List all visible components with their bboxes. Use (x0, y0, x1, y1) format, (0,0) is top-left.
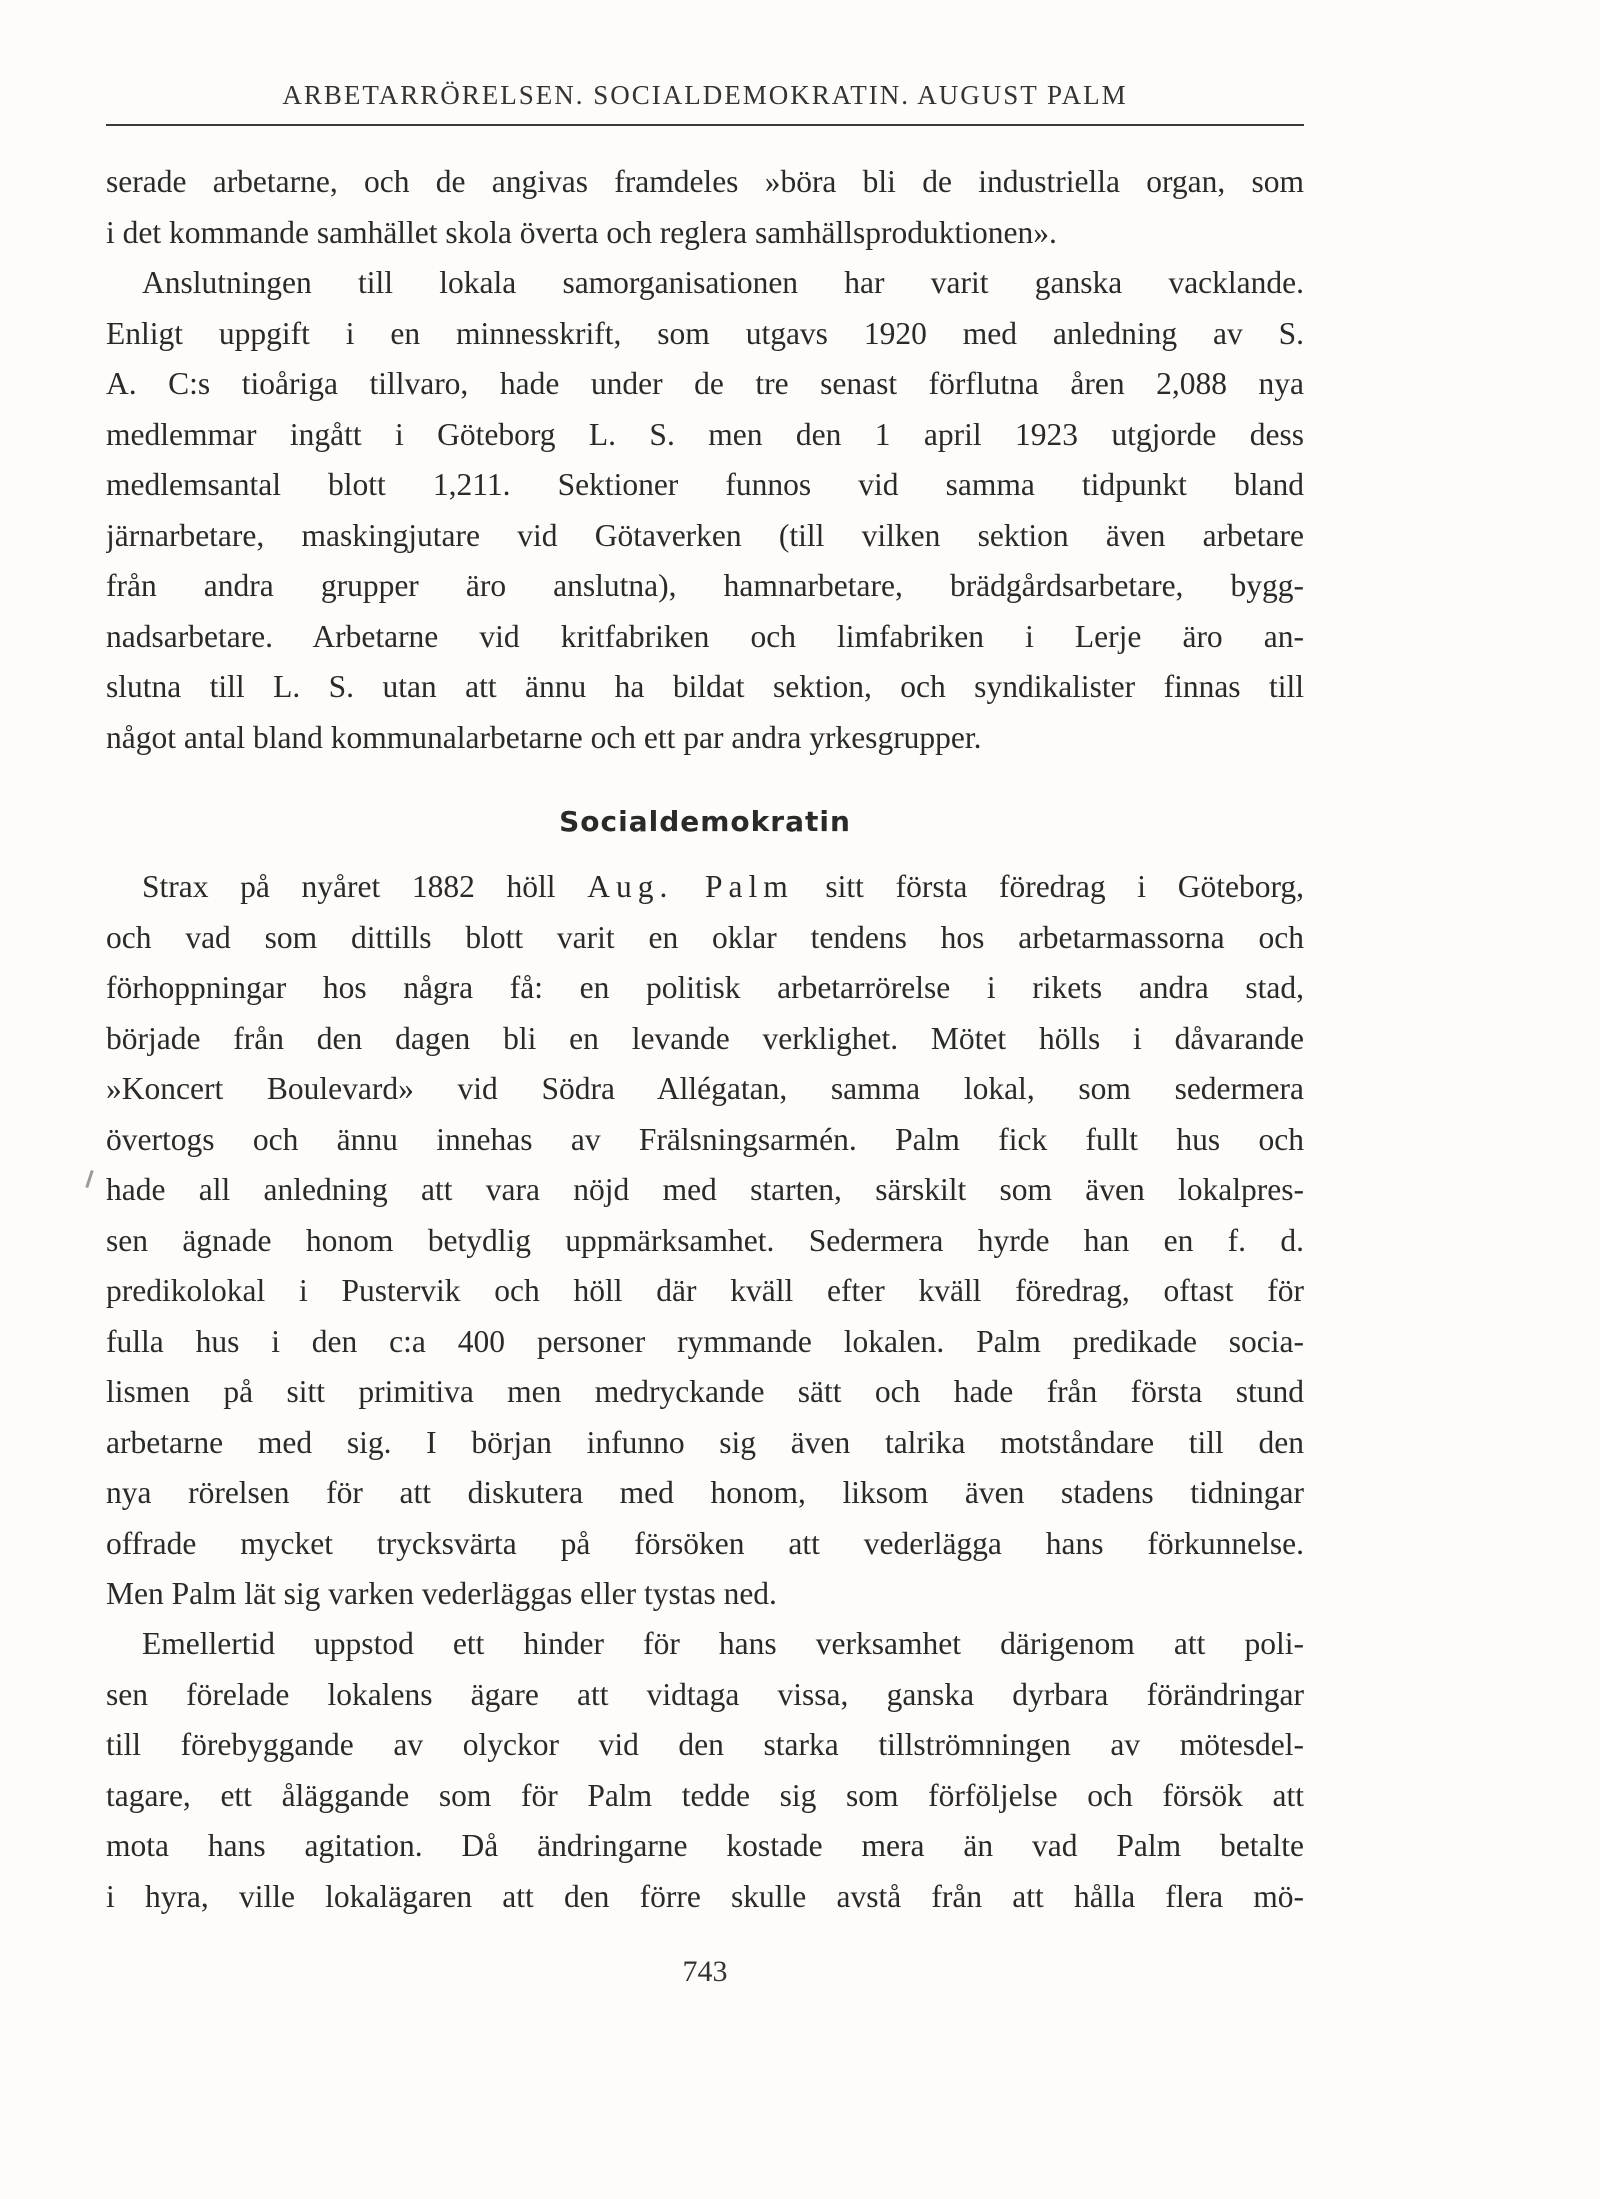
text-line: mota hans agitation. Då ändringarne kostade mera än vad Palm betalte (106, 1828, 1304, 1863)
text-line: »Koncert Boulevard» vid Södra Allégatan, samma lokal, som sedermera (106, 1071, 1304, 1106)
text-line: sen förelade lokalens ägare att vidtaga vissa, ganska dyrbara förändringar (106, 1676, 1304, 1712)
text-line: lismen på sitt primitiva men medryckande sätt och hade från första stund (106, 1374, 1304, 1409)
paragraph-3 (106, 1619, 1304, 1922)
text-line: nya rörelsen för att diskutera med honom, liksom även stadens tidningar (106, 1475, 1304, 1510)
text-line: sen ägnade honom betydlig uppmärksamhet. Sedermera hyrde han en f. d. (106, 1222, 1304, 1258)
text-line: och vad som dittills blott varit en oklar tendens hos arbetarmassorna och (106, 919, 1304, 955)
text-fragment (673, 869, 705, 904)
text-line: arbetarne med sig. I början infunno sig även talrika motståndare till den (106, 1424, 1304, 1460)
header-rule (106, 124, 1304, 126)
running-head: ARBETARRÖRELSEN. SOCIALDEMOKRATIN. AUGUST PALM (282, 80, 1128, 110)
text-line: predikolokal i Pustervik och höll där kväll efter kväll föredrag, oftast för (106, 1273, 1304, 1308)
text-line: A. C:s tioåriga tillvaro, hade under de tre senast förflutna åren 2,088 nya (106, 366, 1304, 401)
text-line: övertogs och ännu innehas av Frälsningsarmén. Palm fick fullt hus och (106, 1121, 1304, 1157)
text-line: tagare, ett åläggande som för Palm tedde sig som förföljelse och försök att (106, 1777, 1304, 1813)
section-heading: Socialdemokratin (559, 805, 851, 838)
paragraph-1 (106, 157, 1304, 763)
text-line: i det kommande samhället skola överta och reglera samhällsproduktionen». (106, 214, 1057, 250)
text-line: förhoppningar hos några få: en politisk arbetarrörelse i rikets andra stad, (106, 970, 1304, 1005)
page-number: 743 (682, 1955, 728, 1988)
text-line: medlemsantal blott 1,211. Sektioner funnos vid samma tidpunkt bland (106, 467, 1304, 502)
text-line: i hyra, ville lokalägaren att den förre skulle avstå från att hålla flera mö- (106, 1878, 1304, 1914)
text-line: Emellertid uppstod ett hinder för hans verksamhet därigenom att poli- (142, 1626, 1304, 1661)
paragraph-2 (106, 862, 1304, 1620)
text-line: järnarbetare, maskingjutare vid Götaverken (till vilken sektion även arbetare (106, 517, 1304, 553)
text-fragment: sitt första föredrag i Göteborg, (793, 869, 1304, 904)
text-line: Enligt uppgift i en minnesskrift, som utgavs 1920 med anledning av S. (106, 315, 1304, 351)
text-line: till förebyggande av olyckor vid den starka tillströmningen av mötesdel- (106, 1727, 1304, 1762)
text-line: medlemmar ingått i Göteborg L. S. men den 1 april 1923 utgjorde dess (106, 416, 1304, 452)
text-line: Men Palm lät sig varken vederläggas eller tystas ned. (106, 1576, 777, 1611)
text-line: Anslutningen till lokala samorganisationen har varit ganska vacklande. (142, 265, 1304, 300)
text-line: nadsarbetare. Arbetarne vid kritfabriken och limfabriken i Lerje äro an- (106, 618, 1304, 654)
margin-mark (85, 1170, 93, 1188)
text-line: hade all anledning att vara nöjd med starten, särskilt som även lokalpres- (106, 1172, 1304, 1207)
person-name: Aug. (587, 869, 674, 904)
text-line: något antal bland kommunalarbetarne och ett par andra yrkesgrupper. (106, 719, 982, 755)
text-line: slutna till L. S. utan att ännu ha bildat sektion, och syndikalister finnas till (106, 669, 1304, 704)
person-name: Palm (705, 869, 794, 904)
text-line: började från den dagen bli en levande verklighet. Mötet hölls i dåvarande (106, 1020, 1304, 1056)
text-fragment: Strax på nyåret 1882 höll (142, 869, 588, 904)
text-line (106, 862, 1304, 913)
text-line: fulla hus i den c:a 400 personer rymmande lokalen. Palm predikade socia- (106, 1323, 1304, 1359)
text-line: från andra grupper äro anslutna), hamnarbetare, brädgårdsarbetare, bygg- (106, 568, 1304, 603)
text-line: serade arbetarne, och de angivas framdeles »böra bli de industriella organ, som (106, 164, 1304, 199)
text-line: offrade mycket trycksvärta på försöken att vederlägga hans förkunnelse. (106, 1525, 1304, 1561)
